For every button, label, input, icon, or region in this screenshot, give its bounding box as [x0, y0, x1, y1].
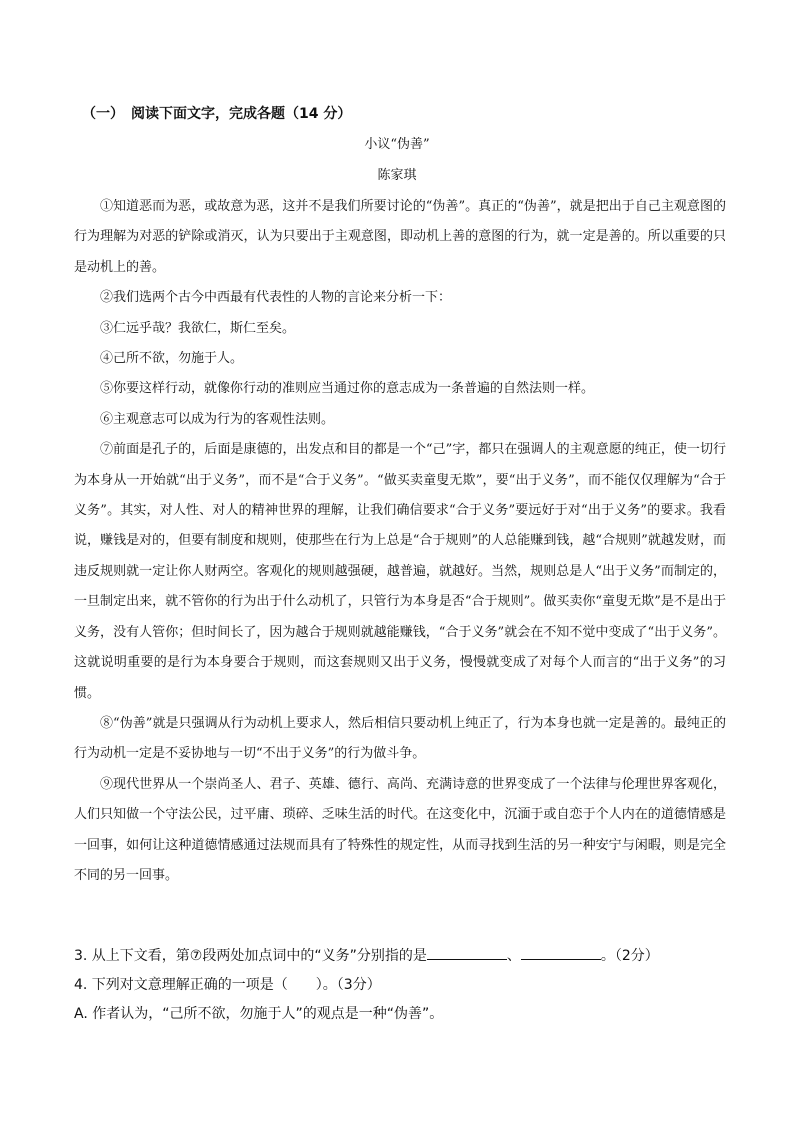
paragraph-7: ⑦前面是孔子的，后面是康德的，出发点和目的都是一个“己”字，都只在强调人的主观意愿的纯正，使一切行为本身从一开始就“出于义务”，而不是“合于义务”。“做买卖童叟无欺”，要“出于义务”，而不能仅仅理解为“合于义务”。其实，对人性、对人的精神世界的理解，让我们确信要求“合于义务”要远好于对“出于义务”的要求。我看说，赚钱是对的，但要有制度和规则，使那些在行为上总是“合于规则”的人总能赚到钱，越“合规则”就越发财，而违反规则就一定让你人财两空。客观化的规则越强硬，越普遍，就越好。当然，规则总是人“出于义务”而制定的，一旦制定出来，就不管你的行为出于什么动机了，只管行为本身是否“合于规则”。做买卖你“童叟无欺”是不是出于义务，没有人管你；但时间长了，因为越合于规则就越能赚钱，“合于义务”就会在不知不觉中变成了“出于义务”。这就说明重要的是行为本身要合于规则，而这套规则又出于义务，慢慢就变成了对每个人而言的“出于义务”的习惯。	[74, 442, 726, 701]
article-title: 小议“伪善”	[364, 137, 430, 152]
paragraph-3: ③仁远乎哉？我欲仁，斯仁至矣。	[100, 320, 296, 336]
question-4: 4. 下列对文意理解正确的一项是（ ）。（3分）	[74, 977, 381, 993]
paragraph-2: ②我们选两个古今中西最有代表性的人物的言论来分析一下：	[100, 290, 452, 306]
answer-blank-2[interactable]	[521, 945, 601, 960]
paragraph-1: ①知道恶而为恶，或故意为恶，这并不是我们所要讨论的“伪善”。真正的“伪善”，就是把出于自己主观意图的行为理解为对恶的铲除或消灭，认为只要出于主观意图，即动机上善的意图的行为，就一定是善的。所以重要的只是动机上的善。	[74, 199, 726, 275]
section-heading: （一） 阅读下面文字，完成各题（14 分）	[82, 106, 352, 122]
answer-blank-1[interactable]	[427, 945, 507, 960]
paragraph-9: ⑨现代世界从一个崇尚圣人、君子、英雄、德行、高尚、充满诗意的世界变成了一个法律与伦理世界客观化，人们只知做一个守法公民，过平庸、琐碎、乏味生活的时代。在这变化中，沉湎于或自恋于个人内在的道德情感是一回事，如何让这种道德情感通过法规而具有了特殊性的规定性，从而寻找到生活的另一种安宁与闲暇，则是完全不同的另一回事。	[74, 776, 726, 883]
paragraph-8: ⑧“伪善”就是只强调从行为动机上要求人，然后相信只要动机上纯正了，行为本身也就一定是善的。最纯正的行为动机一定是不妥协地与一切“不出于义务”的行为做斗争。	[74, 715, 726, 762]
article-author: 陈家琪	[377, 168, 417, 183]
question-3-suffix: 。（2分）	[600, 948, 659, 964]
question-3	[74, 942, 726, 971]
question-4-option-a: A. 作者认为，“己所不欲，勿施于人”的观点是一种“伪善”。	[74, 1006, 444, 1022]
questions	[74, 942, 726, 1029]
paragraph-5: ⑤你要这样行动，就像你行动的准则应当通过你的意志成为一条普遍的自然法则一样。	[100, 381, 595, 397]
question-3-prefix: 3. 从上下文看，第⑦段两处加点词中的“义务”分别指的是	[74, 948, 427, 964]
question-3-separator: 、	[506, 948, 521, 964]
article-body	[74, 192, 726, 891]
paragraph-4: ④己所不欲，勿施于人。	[100, 351, 244, 367]
paragraph-6: ⑥主观意志可以成为行为的客观性法则。	[100, 411, 335, 427]
